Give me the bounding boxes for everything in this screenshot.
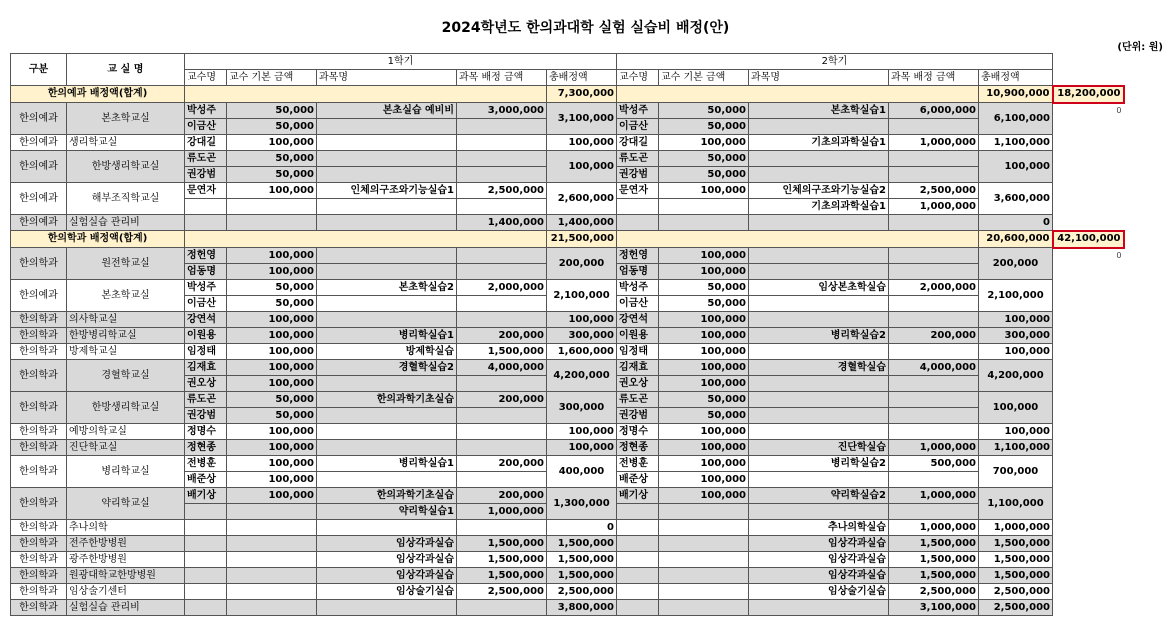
base-cell: 100,000: [227, 183, 317, 199]
dept-cell: 한의학과: [11, 248, 67, 280]
table-row: [11, 424, 1124, 440]
base-cell: 50,000: [227, 280, 317, 296]
prof-cell: 김재효: [185, 360, 227, 376]
dept-cell: 한의학과: [11, 360, 67, 392]
dept-cell: 한의학과: [11, 520, 67, 536]
room-cell: 경혈학교실: [67, 360, 185, 392]
course-cell: 약리학실습1: [317, 504, 457, 520]
base-cell: 100,000: [659, 440, 749, 456]
amount-cell: 200,000: [889, 328, 979, 344]
base-cell: 100,000: [659, 424, 749, 440]
prof-cell: 박성주: [185, 103, 227, 119]
amount-cell: 1,500,000: [889, 536, 979, 552]
s1-total-header: 총배정액: [547, 70, 617, 86]
s2-total-cell: 100,000: [979, 312, 1053, 328]
amount-cell: 200,000: [457, 488, 547, 504]
amount-cell: 1,500,000: [889, 568, 979, 584]
base-cell: 100,000: [659, 248, 749, 264]
s2-total-cell: 200,000: [979, 248, 1053, 280]
budget-table: [10, 53, 1125, 616]
table-row: [11, 280, 1124, 296]
table-row: [11, 520, 1124, 536]
table-row: [11, 312, 1124, 328]
room-cell: 의사학교실: [67, 312, 185, 328]
s2-total-cell: 3,600,000: [979, 183, 1053, 215]
base-cell: 100,000: [659, 360, 749, 376]
base-cell: 50,000: [659, 296, 749, 312]
s2-total-cell: 1,500,000: [979, 568, 1053, 584]
semester2-header: 2학기: [617, 54, 1053, 70]
s2-total-cell: 1,100,000: [979, 135, 1053, 151]
prof-cell: 권강범: [185, 408, 227, 424]
dept-cell: 한의학과: [11, 328, 67, 344]
prof-cell: 류도곤: [617, 151, 659, 167]
summary-label: 한의학과 배정액(합계): [11, 231, 185, 248]
s1-total-cell: 100,000: [547, 135, 617, 151]
prof-cell: 권오상: [185, 376, 227, 392]
base-cell: 50,000: [659, 408, 749, 424]
s1-total-cell: 100,000: [547, 440, 617, 456]
course-cell: 기초의과학실습1: [749, 135, 889, 151]
room-cell: 한방병리학교실: [67, 328, 185, 344]
prof-cell: 강대길: [185, 135, 227, 151]
amount-cell: 1,500,000: [889, 552, 979, 568]
summary-row-hakgwa: [11, 231, 1124, 248]
course-cell: 기초의과학실습1: [749, 199, 889, 215]
col-room-header: 교 실 명: [67, 54, 185, 86]
prof-cell: 권강범: [185, 167, 227, 183]
base-cell: 100,000: [227, 376, 317, 392]
base-cell: 50,000: [227, 167, 317, 183]
amount-cell: 3,100,000: [889, 600, 979, 616]
s1-total-cell: 100,000: [547, 312, 617, 328]
base-cell: 50,000: [659, 103, 749, 119]
room-cell: 해부조직학교실: [67, 183, 185, 215]
table-row: [11, 248, 1124, 264]
s1-total-cell: 1,300,000: [547, 488, 617, 520]
base-cell: 100,000: [227, 440, 317, 456]
prof-cell: 이금산: [617, 296, 659, 312]
s2-total-cell: 100,000: [979, 151, 1053, 183]
s2-total-cell: 2,100,000: [979, 280, 1053, 312]
base-cell: 50,000: [227, 119, 317, 135]
prof-cell: 이금산: [185, 296, 227, 312]
prof-cell: 정현종: [185, 440, 227, 456]
course-cell: 한의과학기초실습: [317, 488, 457, 504]
amount-cell: 3,000,000: [457, 103, 547, 119]
course-cell: 한의과학기초실습: [317, 392, 457, 408]
course-cell: 병리학실습2: [749, 328, 889, 344]
room-cell: 전주한방병원: [67, 536, 185, 552]
s1-total-cell: 1,500,000: [547, 552, 617, 568]
s1-total-cell: 4,200,000: [547, 360, 617, 392]
prof-cell: 정헌영: [617, 248, 659, 264]
base-cell: 50,000: [659, 280, 749, 296]
amount-cell: 1,000,000: [889, 520, 979, 536]
prof-cell: 배준상: [617, 472, 659, 488]
s1-total-cell: 3,800,000: [547, 600, 617, 616]
s1-amount-header: 과목 배정 금액: [457, 70, 547, 86]
table-row: [11, 584, 1124, 600]
dept-cell: 한의예과: [11, 215, 67, 231]
s1-total-cell: 400,000: [547, 456, 617, 488]
s1-total-cell: 3,100,000: [547, 103, 617, 135]
amount-cell: 1,500,000: [457, 552, 547, 568]
base-cell: 100,000: [659, 264, 749, 280]
s2-base-header: 교수 기본 금액: [659, 70, 749, 86]
table-row: [11, 552, 1124, 568]
dept-cell: 한의학과: [11, 312, 67, 328]
dept-cell: 한의학과: [11, 584, 67, 600]
room-cell: 원전학교실: [67, 248, 185, 280]
dept-cell: 한의예과: [11, 151, 67, 183]
prof-cell: 임정태: [185, 344, 227, 360]
amount-cell: 200,000: [457, 392, 547, 408]
amount-cell: 1,500,000: [457, 536, 547, 552]
prof-cell: 엄동명: [617, 264, 659, 280]
room-cell: 임상술기센터: [67, 584, 185, 600]
amount-cell: 1,500,000: [457, 344, 547, 360]
s2-total-cell: 2,500,000: [979, 600, 1053, 616]
base-cell: 100,000: [227, 360, 317, 376]
prof-cell: 정명수: [185, 424, 227, 440]
base-cell: 50,000: [227, 408, 317, 424]
prof-cell: 강대길: [617, 135, 659, 151]
course-cell: 본초실습 예비비: [317, 103, 457, 119]
base-cell: 100,000: [227, 264, 317, 280]
prof-cell: 이금산: [617, 119, 659, 135]
amount-cell: 200,000: [457, 328, 547, 344]
prof-cell: 정현종: [617, 440, 659, 456]
prof-cell: 이원용: [185, 328, 227, 344]
prof-cell: 이금산: [185, 119, 227, 135]
amount-cell: 200,000: [457, 456, 547, 472]
amount-cell: 4,000,000: [889, 360, 979, 376]
base-cell: 100,000: [227, 135, 317, 151]
prof-cell: 정명수: [617, 424, 659, 440]
amount-cell: 1,500,000: [457, 568, 547, 584]
base-cell: 100,000: [659, 312, 749, 328]
course-cell: 경혈학실습2: [317, 360, 457, 376]
prof-cell: 권강범: [617, 167, 659, 183]
room-cell: 본초학교실: [67, 103, 185, 135]
room-cell: 생리학교실: [67, 135, 185, 151]
dept-cell: 한의학과: [11, 440, 67, 456]
prof-cell: 정헌영: [185, 248, 227, 264]
table-row: [11, 215, 1124, 231]
s2-total: 10,900,000: [979, 86, 1053, 103]
room-cell: 병리학교실: [67, 456, 185, 488]
s2-total-header: 총배정액: [979, 70, 1053, 86]
prof-cell: 배기상: [617, 488, 659, 504]
course-cell: 임상각과실습: [317, 536, 457, 552]
amount-cell: 1,000,000: [889, 488, 979, 504]
table-row: [11, 488, 1124, 504]
base-cell: 50,000: [227, 296, 317, 312]
amount-cell: 4,000,000: [457, 360, 547, 376]
s2-total-cell: 1,100,000: [979, 440, 1053, 456]
dept-cell: 한의학과: [11, 344, 67, 360]
s2-total-cell: 1,500,000: [979, 552, 1053, 568]
s1-total-cell: 2,600,000: [547, 183, 617, 215]
s1-course-header: 과목명: [317, 70, 457, 86]
dept-cell: 한의학과: [11, 552, 67, 568]
base-cell: 100,000: [227, 472, 317, 488]
base-cell: 50,000: [659, 151, 749, 167]
table-row: [11, 135, 1124, 151]
s1-professor-header: 교수명: [185, 70, 227, 86]
base-cell: 100,000: [659, 472, 749, 488]
course-cell: 임상본초학실습: [749, 280, 889, 296]
base-cell: 100,000: [659, 344, 749, 360]
base-cell: 50,000: [659, 392, 749, 408]
course-cell: 임상각과실습: [749, 536, 889, 552]
base-cell: 100,000: [227, 312, 317, 328]
prof-cell: 권강범: [617, 408, 659, 424]
amount-cell: 2,500,000: [457, 584, 547, 600]
s2-professor-header: 교수명: [617, 70, 659, 86]
prof-cell: 박성주: [617, 280, 659, 296]
s2-total-cell: 100,000: [979, 424, 1053, 440]
dept-cell: 한의학과: [11, 488, 67, 520]
dept-cell: 한의예과: [11, 183, 67, 215]
unit-note: (단위: 원): [1117, 42, 1163, 53]
prof-cell: 배준상: [185, 472, 227, 488]
s1-total: 21,500,000: [547, 231, 617, 248]
base-cell: 100,000: [659, 183, 749, 199]
prof-cell: 김재효: [617, 360, 659, 376]
s1-total-cell: 2,500,000: [547, 584, 617, 600]
s1-total-cell: 300,000: [547, 328, 617, 344]
table-row: [11, 151, 1124, 167]
course-cell: 병리학실습1: [317, 328, 457, 344]
base-cell: 100,000: [659, 376, 749, 392]
base-cell: 100,000: [659, 135, 749, 151]
course-cell: 임상술기실습: [317, 584, 457, 600]
prof-cell: 류도곤: [185, 392, 227, 408]
prof-cell: 박성주: [185, 280, 227, 296]
room-cell: 광주한방병원: [67, 552, 185, 568]
s1-total-cell: 1,500,000: [547, 568, 617, 584]
course-cell: 병리학실습2: [749, 456, 889, 472]
prof-cell: 류도곤: [185, 151, 227, 167]
s1-total-cell: 100,000: [547, 424, 617, 440]
prof-cell: 전병훈: [617, 456, 659, 472]
prof-cell: 권오상: [617, 376, 659, 392]
room-cell: 한방생리학교실: [67, 151, 185, 183]
room-cell: 방제학교실: [67, 344, 185, 360]
prof-cell: 엄동명: [185, 264, 227, 280]
prof-cell: 강연석: [185, 312, 227, 328]
room-cell: 한방생리학교실: [67, 392, 185, 424]
page-title: 2024학년도 한의과대학 실험 실습비 배정(안): [441, 20, 730, 36]
dept-cell: 한의학과: [11, 424, 67, 440]
dept-cell: 한의예과: [11, 103, 67, 135]
s2-total-cell: 1,100,000: [979, 488, 1053, 520]
table-row: [11, 536, 1124, 552]
room-cell: 본초학교실: [67, 280, 185, 312]
dept-cell: 한의학과: [11, 456, 67, 488]
room-cell: 원광대학교한방병원: [67, 568, 185, 584]
s1-total-cell: 200,000: [547, 248, 617, 280]
course-cell: 임상술기실습: [749, 584, 889, 600]
s2-total-cell: 4,200,000: [979, 360, 1053, 392]
s2-total-cell: 1,500,000: [979, 536, 1053, 552]
base-cell: 100,000: [227, 248, 317, 264]
base-cell: 50,000: [659, 119, 749, 135]
amount-cell: 2,000,000: [889, 280, 979, 296]
course-cell: 병리학실습1: [317, 456, 457, 472]
table-row: [11, 456, 1124, 472]
amount-cell: 2,500,000: [457, 183, 547, 199]
prof-cell: 이원용: [617, 328, 659, 344]
s1-total-cell: 300,000: [547, 392, 617, 424]
amount-cell: 1,000,000: [889, 135, 979, 151]
course-cell: 경혈학실습: [749, 360, 889, 376]
course-cell: 인체의구조와기능실습1: [317, 183, 457, 199]
prof-cell: 배기상: [185, 488, 227, 504]
amount-cell: 2,500,000: [889, 584, 979, 600]
s1-total-cell: 1,600,000: [547, 344, 617, 360]
header-row-1: [11, 54, 1124, 70]
base-cell: 50,000: [227, 151, 317, 167]
s1-total-cell: 1,500,000: [547, 536, 617, 552]
course-cell: 약리학실습2: [749, 488, 889, 504]
semester1-header: 1학기: [185, 54, 617, 70]
grand-total: 18,200,000: [1053, 86, 1124, 103]
prof-cell: 문연자: [185, 183, 227, 199]
table-row: [11, 360, 1124, 376]
amount-cell: 2,000,000: [457, 280, 547, 296]
table-row: [11, 183, 1124, 199]
s1-base-header: 교수 기본 금액: [227, 70, 317, 86]
table-row: [11, 568, 1124, 584]
table-row: [11, 344, 1124, 360]
dept-cell: 한의예과: [11, 280, 67, 312]
prof-cell: 문연자: [617, 183, 659, 199]
course-cell: 임상각과실습: [749, 568, 889, 584]
base-cell: 100,000: [227, 344, 317, 360]
s2-course-header: 과목명: [749, 70, 889, 86]
amount-cell: 1,000,000: [889, 199, 979, 215]
course-cell: 추나의학실습: [749, 520, 889, 536]
base-cell: 50,000: [227, 103, 317, 119]
s2-total-cell: 100,000: [979, 392, 1053, 424]
room-cell: 약리학교실: [67, 488, 185, 520]
s2-total-cell: 1,000,000: [979, 520, 1053, 536]
course-cell: 인체의구조와기능실습2: [749, 183, 889, 199]
dept-cell: 한의학과: [11, 536, 67, 552]
s2-total-cell: 6,100,000: [979, 103, 1053, 135]
base-cell: 100,000: [227, 424, 317, 440]
amount-cell: 1,400,000: [457, 215, 547, 231]
room-cell: 실험실습 관리비: [67, 215, 185, 231]
table-row: [11, 392, 1124, 408]
base-cell: 100,000: [227, 328, 317, 344]
s2-total-cell: 100,000: [979, 344, 1053, 360]
s1-total: 7,300,000: [547, 86, 617, 103]
prof-cell: 박성주: [617, 103, 659, 119]
zero-note: 0: [1116, 105, 1122, 115]
room-cell: 예방의학교실: [67, 424, 185, 440]
base-cell: 100,000: [659, 328, 749, 344]
course-cell: 임상각과실습: [317, 568, 457, 584]
base-cell: 50,000: [659, 167, 749, 183]
s1-total-cell: 0: [547, 520, 617, 536]
amount-cell: 2,500,000: [889, 183, 979, 199]
s2-total-cell: 0: [979, 215, 1053, 231]
course-cell: 진단학실습: [749, 440, 889, 456]
amount-cell: 6,000,000: [889, 103, 979, 119]
prof-cell: 임정태: [617, 344, 659, 360]
s2-amount-header: 과목 배정 금액: [889, 70, 979, 86]
s1-total-cell: 2,100,000: [547, 280, 617, 312]
dept-cell: 한의학과: [11, 568, 67, 584]
base-cell: 100,000: [227, 456, 317, 472]
dept-cell: 한의학과: [11, 600, 67, 616]
zero-note: 0: [1116, 250, 1122, 260]
s2-total-cell: 2,500,000: [979, 584, 1053, 600]
base-cell: 50,000: [227, 392, 317, 408]
s2-total-cell: 300,000: [979, 328, 1053, 344]
room-cell: 추나의학: [67, 520, 185, 536]
table-row: [11, 328, 1124, 344]
prof-cell: 강연석: [617, 312, 659, 328]
room-cell: 실험실습 관리비: [67, 600, 185, 616]
col-group-header: 구분: [11, 54, 67, 86]
table-row: [11, 600, 1124, 616]
amount-cell: 500,000: [889, 456, 979, 472]
summary-row-yegwa: [11, 86, 1124, 103]
amount-cell: 1,000,000: [889, 440, 979, 456]
s1-total-cell: 1,400,000: [547, 215, 617, 231]
base-cell: 100,000: [659, 488, 749, 504]
course-cell: 본초학실습1: [749, 103, 889, 119]
course-cell: 방제학실습: [317, 344, 457, 360]
course-cell: 임상각과실습: [749, 552, 889, 568]
s2-total-cell: 700,000: [979, 456, 1053, 488]
dept-cell: 한의예과: [11, 135, 67, 151]
grand-total: 42,100,000: [1053, 231, 1124, 248]
room-cell: 진단학교실: [67, 440, 185, 456]
table-row: [11, 103, 1124, 119]
summary-label: 한의예과 배정액(합계): [11, 86, 185, 103]
course-cell: 본초학실습2: [317, 280, 457, 296]
s2-total: 20,600,000: [979, 231, 1053, 248]
course-cell: 임상각과실습: [317, 552, 457, 568]
amount-cell: 1,000,000: [457, 504, 547, 520]
base-cell: 100,000: [227, 488, 317, 504]
dept-cell: 한의학과: [11, 392, 67, 424]
s1-total-cell: 100,000: [547, 151, 617, 183]
prof-cell: 전병훈: [185, 456, 227, 472]
prof-cell: 류도곤: [617, 392, 659, 408]
base-cell: 100,000: [659, 456, 749, 472]
table-row: [11, 440, 1124, 456]
